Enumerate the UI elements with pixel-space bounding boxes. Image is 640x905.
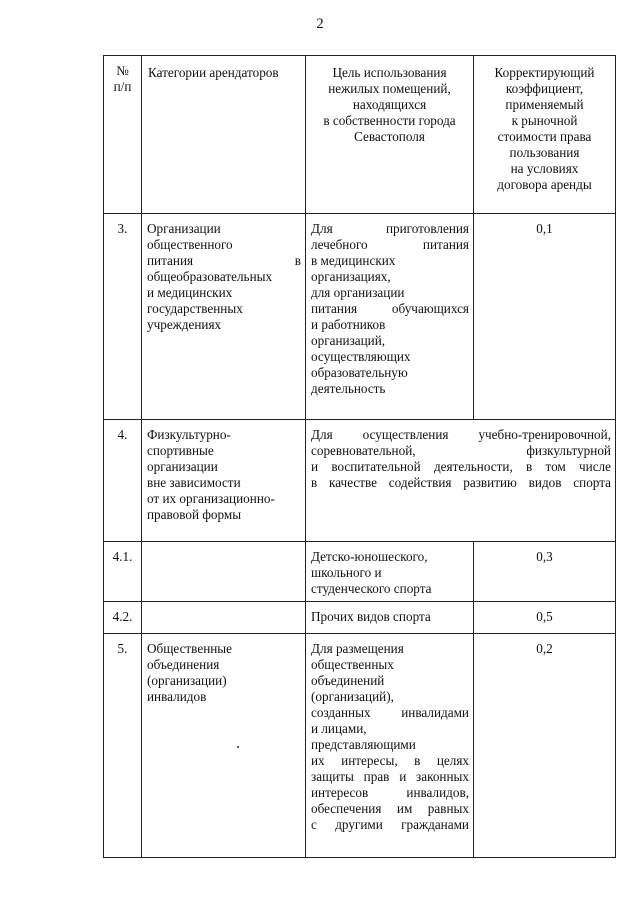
purpose-line: обеспечения им равных [311,801,469,816]
category-line: правовой формы [147,507,242,522]
purpose-line: соревновательной, физкультурной [311,443,611,458]
purpose-line: их интересы, в целях [311,753,469,768]
category-line: спортивные [147,443,214,458]
category-line: государственных [147,301,243,316]
category-line: от их организационно- [147,491,275,506]
row-coefficient: 0,1 [474,214,616,420]
scan-speck [237,746,239,748]
purpose-line: созданных инвалидами [311,705,469,720]
category-line: объединения [147,657,220,672]
header-coefficient-line: договора аренды [497,177,592,192]
header-coefficient-line: к рыночной [511,113,578,128]
purpose-line: в качестве содействия развитию видов спорта [311,475,611,490]
purpose-line: и воспитательной деятельности, в том числе [311,459,611,474]
purpose-line: осуществляющих [311,349,411,364]
row-purpose [306,634,474,858]
purpose-line: организациях, [311,269,391,284]
purpose-line: школьного и [311,565,382,580]
row-number: 3. [104,214,142,420]
table-row [104,420,616,542]
category-line: организации [147,459,218,474]
category-line: Физкультурно- [147,427,231,442]
category-line: общеобразовательных [147,269,273,284]
row-coefficient: 0,2 [474,634,616,858]
row-purpose [306,542,474,602]
header-purpose-line: Цель использования [332,65,447,80]
category-line: общественного [147,237,233,252]
purpose-line: Для осуществления учебно-тренировочной, [311,427,611,442]
header-coefficient-line: на условиях [510,161,579,176]
purpose-line: деятельность [311,381,386,396]
header-coefficient-line: Корректирующий [494,65,595,80]
purpose-line: в медицинских [311,253,396,268]
purpose-line: общественных [311,657,394,672]
row-purpose [306,602,474,634]
purpose-line: объединений [311,673,385,688]
purpose-line: с другими гражданами [311,817,469,832]
rent-coefficients-table [103,55,616,858]
header-num [104,56,142,214]
category-line: вне зависимости [147,475,241,490]
header-num-line: № [116,63,129,78]
header-coefficient-line: стоимости права [497,129,592,144]
row-purpose [306,214,474,420]
header-coefficient-line: коэффициент, [505,81,584,96]
header-category: Категории арендаторов [142,56,306,214]
row-category [142,420,306,542]
purpose-line: образовательную [311,365,408,380]
header-num-line: п/п [113,79,132,94]
row-category-empty [142,602,306,634]
header-coefficient-line: пользования [509,145,580,160]
category-line: инвалидов [147,689,207,704]
purpose-line: и лицами, [311,721,367,736]
header-coefficient [474,56,616,214]
row-number: 4.1. [104,542,142,602]
table-row [104,602,616,634]
header-purpose-line: Севастополя [354,129,425,144]
purpose-line: лечебного питания [311,237,469,252]
header-purpose [306,56,474,214]
header-purpose-line: в собственности города [323,113,456,128]
category-line: (организации) [147,673,227,688]
table-row [104,634,616,858]
row-coefficient: 0,5 [474,602,616,634]
purpose-line: Прочих видов спорта [311,609,431,624]
page-number: 2 [316,16,324,32]
row-purpose-merged [306,420,616,542]
purpose-line: представляющими [311,737,416,752]
purpose-line: Для размещения [311,641,404,656]
table-row [104,542,616,602]
purpose-line: и работников [311,317,386,332]
table-header-row [104,56,616,214]
row-number: 4.2. [104,602,142,634]
category-line: учреждениях [147,317,222,332]
row-coefficient: 0,3 [474,542,616,602]
purpose-line: защиты прав и законных [311,769,469,784]
purpose-line: (организаций), [311,689,394,704]
row-category-empty [142,542,306,602]
category-line: и медицинских [147,285,233,300]
header-coefficient-line: применяемый [505,97,584,112]
header-purpose-line: нежилых помещений, [328,81,451,96]
purpose-line: Детско-юношеского, [311,549,428,564]
category-line: Общественные [147,641,233,656]
purpose-line: для организации [311,285,405,300]
row-category [142,634,306,858]
category-line: Организации [147,221,221,236]
purpose-line: Для приготовления [311,221,469,236]
purpose-line: организаций, [311,333,386,348]
purpose-line: питания обучающихся [311,301,469,316]
category-line: питания в [147,253,301,268]
row-number: 4. [104,420,142,542]
row-category [142,214,306,420]
row-number: 5. [104,634,142,858]
header-purpose-line: находящихся [352,97,427,112]
purpose-line: интересов инвалидов, [311,785,469,800]
table-row [104,214,616,420]
purpose-line: студенческого спорта [311,581,432,596]
